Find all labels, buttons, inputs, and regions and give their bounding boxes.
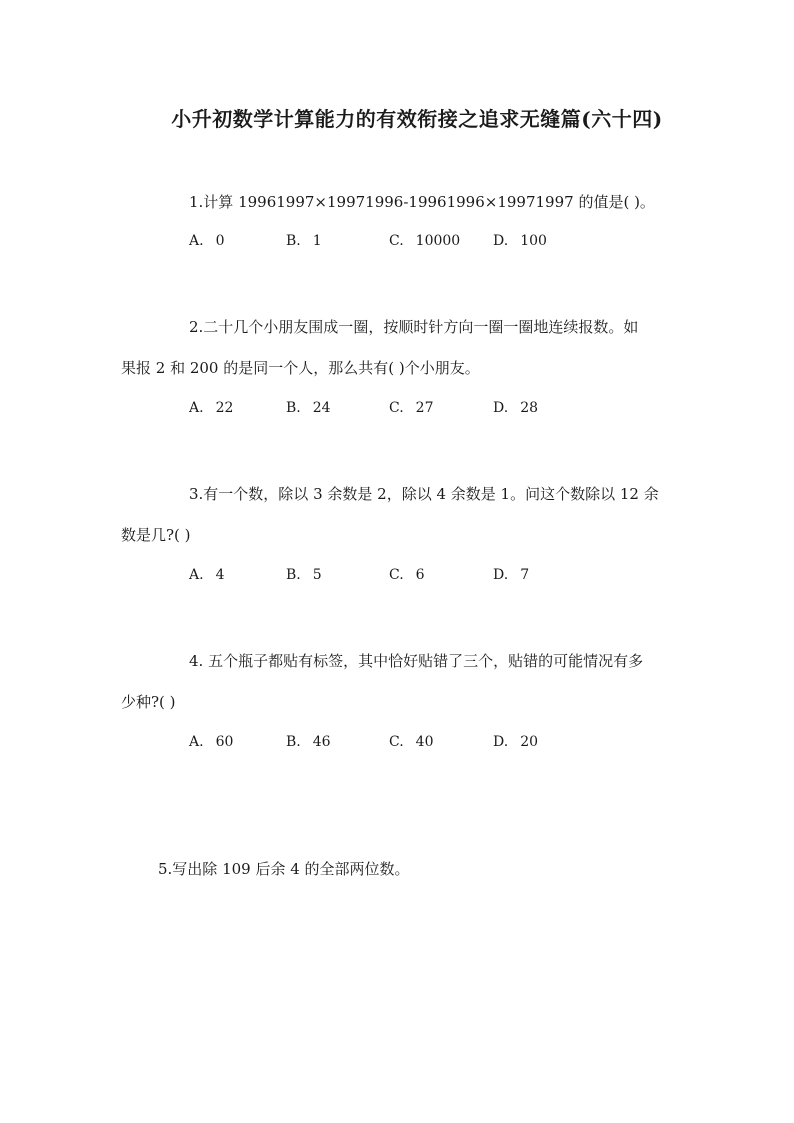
option-label: A.	[189, 567, 204, 583]
option-label: D.	[493, 734, 509, 750]
option-value: 1	[312, 233, 322, 249]
option-value: 27	[415, 400, 434, 416]
option-value: 0	[215, 233, 225, 249]
option-label: C.	[389, 567, 404, 583]
q1-option-d	[493, 233, 547, 249]
question-4-line-1: 4. 五个瓶子都贴有标签，其中恰好贴错了三个，贴错的可能情况有多	[189, 652, 644, 670]
question-3-line-1: 3.有一个数，除以 3 余数是 2，除以 4 余数是 1。问这个数除以 12 余	[189, 485, 659, 503]
question-4-line-2: 少种?( )	[121, 693, 176, 711]
option-label: C.	[389, 233, 404, 249]
option-label: B.	[286, 233, 301, 249]
option-label: A.	[189, 734, 204, 750]
q3-option-b	[286, 567, 322, 583]
option-label: B.	[286, 567, 301, 583]
question-2-line-2: 果报 2 和 200 的是同一个人，那么共有( )个小朋友。	[121, 359, 480, 377]
q1-option-a	[189, 233, 224, 249]
option-value: 5	[312, 567, 322, 583]
option-value: 7	[520, 567, 530, 583]
question-5-line-1: 5.写出除 109 后余 4 的全部两位数。	[158, 860, 410, 878]
q1-option-b	[286, 233, 322, 249]
q4-option-c	[389, 734, 434, 750]
question-2-line-1: 2.二十几个小朋友围成一圈，按顺时针方向一圈一圈地连续报数。如	[189, 318, 639, 336]
option-value: 22	[215, 400, 234, 416]
option-label: A.	[189, 400, 204, 416]
question-3-line-2: 数是几?( )	[121, 526, 191, 544]
option-label: B.	[286, 400, 301, 416]
option-value: 46	[312, 734, 331, 750]
q4-option-a	[189, 734, 233, 750]
q2-option-b	[286, 400, 331, 416]
option-value: 6	[415, 567, 425, 583]
option-value: 100	[520, 233, 547, 249]
option-label: D.	[493, 233, 509, 249]
option-label: C.	[389, 400, 404, 416]
q3-option-d	[493, 567, 529, 583]
q3-option-a	[189, 567, 224, 583]
option-label: A.	[189, 233, 204, 249]
option-value: 4	[215, 567, 225, 583]
q2-option-c	[389, 400, 434, 416]
option-value: 40	[415, 734, 434, 750]
option-label: B.	[286, 734, 301, 750]
q3-option-c	[389, 567, 425, 583]
option-label: C.	[389, 734, 404, 750]
q1-option-c	[389, 233, 460, 249]
option-value: 60	[215, 734, 234, 750]
option-label: D.	[493, 567, 509, 583]
q2-option-d	[493, 400, 538, 416]
q4-option-b	[286, 734, 331, 750]
q2-option-a	[189, 400, 233, 416]
option-value: 20	[520, 734, 539, 750]
option-value: 28	[520, 400, 539, 416]
option-label: D.	[493, 400, 509, 416]
option-value: 24	[312, 400, 331, 416]
page-title: 小升初数学计算能力的有效衔接之追求无缝篇(六十四)	[171, 107, 663, 131]
question-1-line-1: 1.计算 19961997×19971996-19961996×19971997 的值是( )。	[189, 193, 655, 211]
q4-option-d	[493, 734, 538, 750]
option-value: 10000	[415, 233, 461, 249]
